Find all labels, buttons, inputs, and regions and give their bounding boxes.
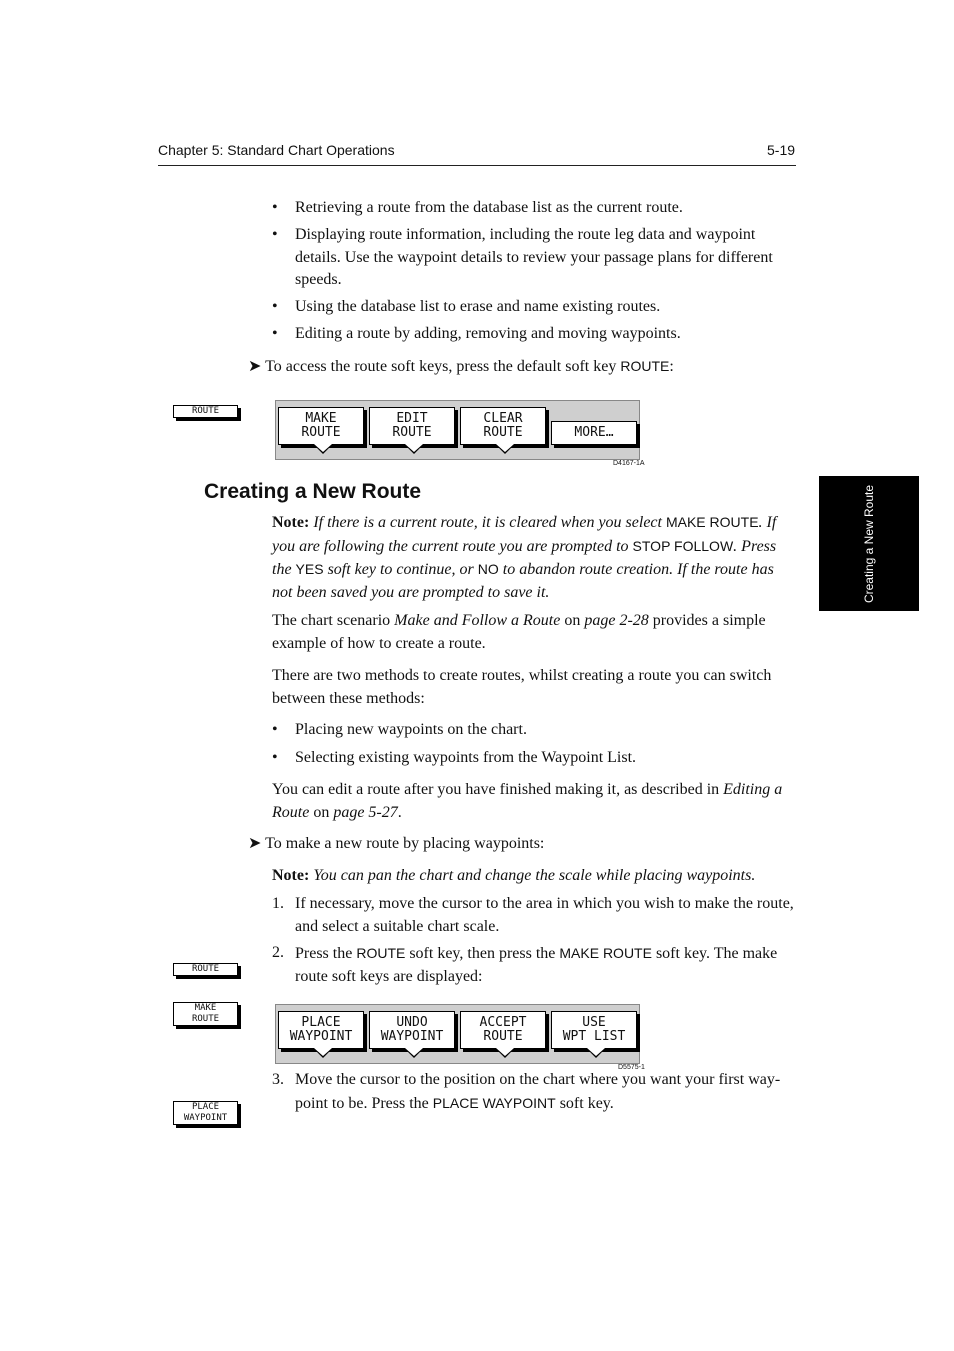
list-item: • Displaying route information, including the route leg data and waypoint details. Use the waypoint details to review your passage plans for different speeds. [272, 226, 773, 288]
numbered-step: 2. Press the ROUTE soft key, then press the MAKE ROUTE soft key. The make route soft keys are displayed: [272, 944, 778, 985]
softkey-use-wpt-list: USE WPT LIST [551, 1011, 637, 1049]
softkey-place-waypoint: PLACE WAYPOINT [278, 1011, 364, 1049]
paragraph: The chart scenario Make and Follow a Route on page 2-28 provides a simple example of how to create a route. [272, 612, 766, 652]
header-rule [158, 165, 796, 166]
list-item: • Editing a route by adding, removing and moving waypoints. [272, 325, 681, 342]
softkey-more: MORE… [551, 421, 637, 445]
softkey-bar-route [275, 400, 640, 460]
softkey-route-icon: ROUTE [173, 963, 238, 976]
paragraph: There are two methods to create routes, whilst creating a route you can switch between these methods: [272, 667, 772, 707]
note-paragraph: Note: You can pan the chart and change the scale while placing waypoints. [272, 867, 756, 884]
arrow-icon: ➤ [248, 835, 262, 852]
softkey-edit-route: EDIT ROUTE [369, 407, 455, 445]
list-item: • Selecting existing waypoints from the Waypoint List. [272, 749, 637, 766]
side-tab-label: Creating a New Route [862, 484, 876, 603]
note-paragraph: Note: If there is a current route, it is cleared when you select MAKE ROUTE. If you are following the current route you are prompted to STOP FOLLOW. Press the YES soft key to continue, or NO to abandon route creation. If the route has not been saved you are prompted to save it. [272, 514, 777, 601]
list-item: • Using the database list to erase and name existing routes. [272, 298, 661, 315]
softkey-undo-waypoint: UNDO WAYPOINT [369, 1011, 455, 1049]
softkey-make-route: MAKE ROUTE [278, 407, 364, 445]
side-thumb-tab [819, 476, 919, 611]
page-number: 5-19 [767, 142, 796, 158]
procedure-step: ➤ To access the route soft keys, press the default soft key ROUTE: [248, 358, 674, 375]
paragraph: You can edit a route after you have finished making it, as described in Editing a Route on page 5-27. [272, 781, 783, 821]
softkey-place-waypoint-icon: PLACE WAYPOINT [173, 1101, 238, 1125]
softkey-accept-route: ACCEPT ROUTE [460, 1011, 546, 1049]
running-header-chapter: Chapter 5: Standard Chart Operations [158, 142, 395, 158]
list-item: • Placing new waypoints on the chart. [272, 721, 527, 738]
figure-id: D5575-1 [618, 1064, 645, 1071]
softkey-bar-make-route [275, 1004, 640, 1064]
figure-id: D4167-1A [613, 460, 645, 467]
numbered-step: 1. If necessary, move the cursor to the area in which you wish to make the route, and select a suitable chart scale. [272, 895, 794, 935]
procedure-step: ➤ To make a new route by placing waypoints: [248, 835, 545, 852]
softkey-make-route-icon: MAKE ROUTE [173, 1002, 238, 1026]
numbered-step: 3. Move the cursor to the position on the chart where you want your first way-point to be. Press the PLACE WAYPOINT soft key. [272, 1071, 781, 1112]
softkey-clear-route: CLEAR ROUTE [460, 407, 546, 445]
list-item: • Retrieving a route from the database list as the current route. [272, 199, 683, 216]
softkey-route-icon: ROUTE [173, 405, 238, 418]
section-title: Creating a New Route [204, 480, 422, 503]
arrow-icon: ➤ [248, 358, 262, 375]
